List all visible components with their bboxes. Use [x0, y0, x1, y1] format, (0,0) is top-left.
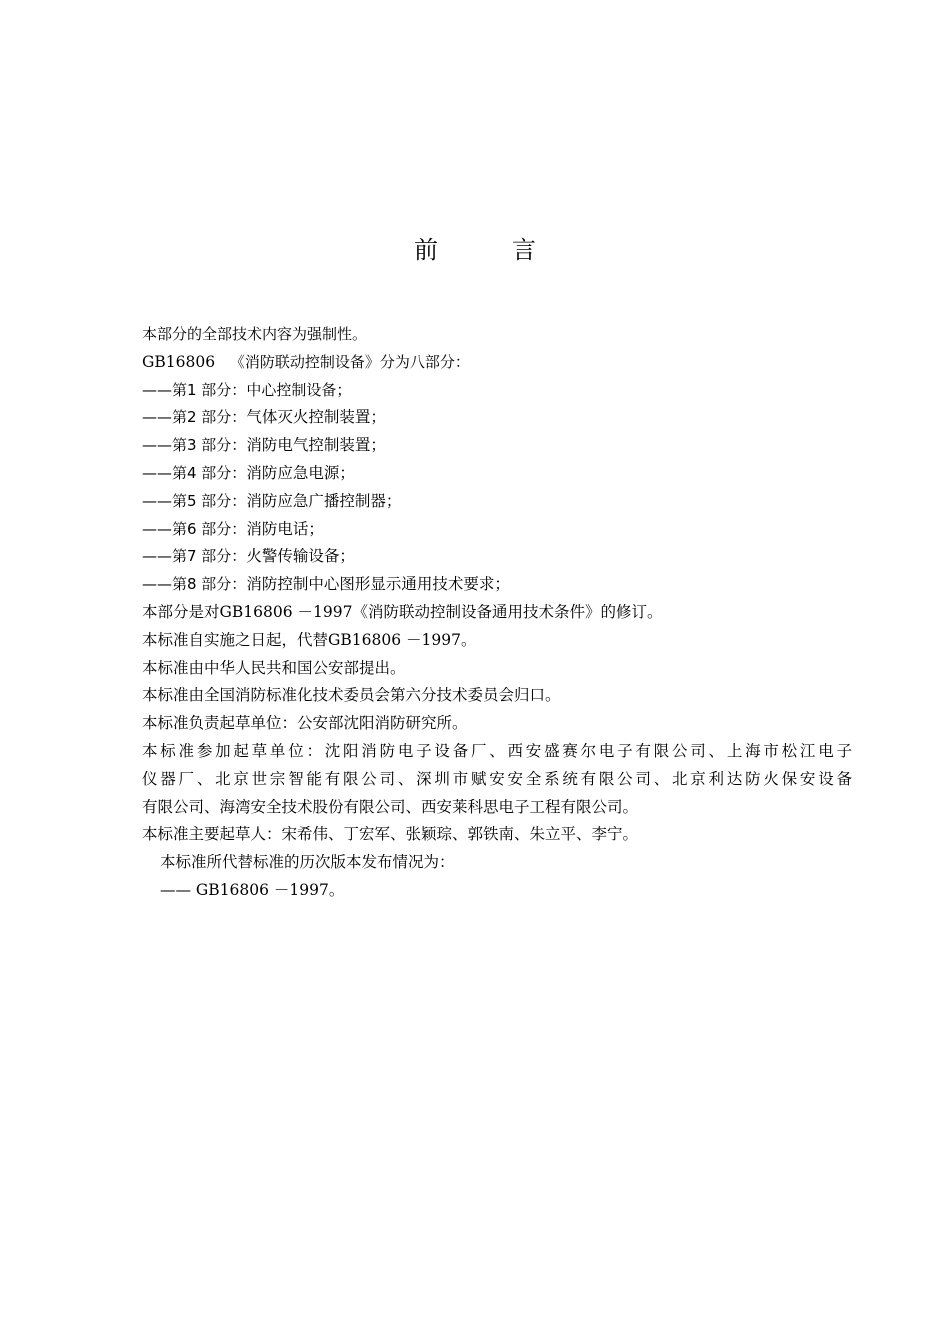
participating-units-line-2: 仪器厂、北京世宗智能有限公司、深圳市赋安安全系统有限公司、北京利达防火保安设备: [142, 769, 852, 788]
foreword-body: [142, 321, 852, 905]
drafting-unit-statement: 本标准负责起草单位：公安部沈阳消防研究所。: [142, 714, 468, 733]
replaces-statement: 本标准自实施之日起，代替GB16806 －1997。: [142, 630, 477, 649]
title-char-2: 言: [512, 236, 536, 264]
part-item-6: [142, 516, 852, 544]
revision-statement: 本部分是对GB16806 －1997《消防联动控制设备通用技术条件》的修订。: [142, 602, 663, 621]
part-prefix: ——第6 部分：: [142, 519, 247, 538]
part-prefix: ——第4 部分：: [142, 463, 247, 482]
part-name: 消防电话；: [246, 519, 324, 538]
mandatory-statement: 本部分的全部技术内容为强制性。: [142, 325, 368, 343]
title-char-1: 前: [414, 236, 438, 264]
part-name: 气体灭火控制装置；: [246, 408, 386, 427]
parts-intro-code: GB16806: [142, 352, 216, 371]
parts-intro: [142, 349, 852, 377]
part-name: 中心控制设备；: [246, 380, 352, 399]
managed-by-statement: 本标准由全国消防标准化技术委员会第六分技术委员会归口。: [142, 686, 561, 705]
part-name: 消防控制中心图形显示通用技术要求；: [246, 575, 510, 594]
part-item-7: [142, 543, 852, 571]
part-item-5: [142, 488, 852, 516]
part-item-4: [142, 460, 852, 488]
history-item: —— GB16806 －1997。: [160, 880, 345, 899]
part-prefix: ——第7 部分：: [142, 547, 247, 566]
participating-units-line-1: 本标准参加起草单位：沈阳消防电子设备厂、西安盛赛尔电子有限公司、上海市松江电子: [142, 741, 852, 760]
part-prefix: ——第1 部分：: [142, 380, 247, 399]
history-intro: 本标准所代替标准的历次版本发布情况为：: [160, 853, 455, 872]
part-name: 火警传输设备；: [246, 547, 355, 566]
part-name: 消防电气控制装置；: [246, 436, 386, 455]
part-name: 消防应急电源；: [246, 463, 355, 482]
part-item-2: [142, 404, 852, 432]
part-item-8: [142, 571, 852, 599]
page-title: [0, 232, 950, 268]
part-prefix: ——第5 部分：: [142, 491, 247, 510]
parts-intro-text: 《消防联动控制设备》分为八部分：: [229, 352, 470, 371]
part-item-1: [142, 377, 852, 405]
part-prefix: ——第2 部分：: [142, 408, 247, 427]
part-item-3: [142, 432, 852, 460]
participating-units-line-3: 有限公司、海湾安全技术股份有限公司、西安莱科思电子工程有限公司。: [142, 797, 639, 816]
part-name: 消防应急广播控制器；: [246, 491, 402, 510]
part-prefix: ——第8 部分：: [142, 575, 247, 594]
proposed-by-statement: 本标准由中华人民共和国公安部提出。: [142, 658, 406, 677]
drafters-statement: 本标准主要起草人：宋希伟、丁宏军、张颖琮、郭铁南、朱立平、李宁。: [142, 825, 639, 844]
part-prefix: ——第3 部分：: [142, 436, 247, 455]
